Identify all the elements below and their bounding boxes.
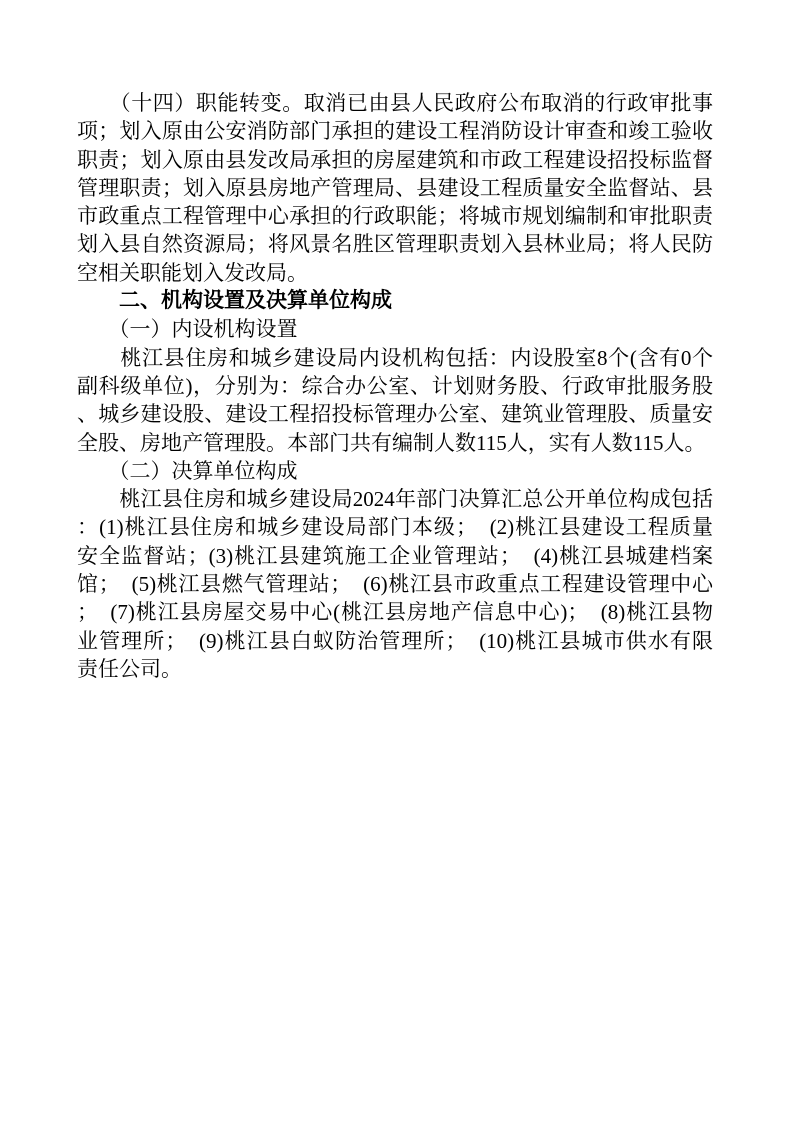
paragraph-line: 责任公司。: [77, 656, 182, 681]
document-text-block: [77, 89, 713, 683]
paragraph-line: 副科级单位)，分别为：综合办公室、计划财务股、行政审批服务股: [77, 373, 713, 398]
paragraph-line: 空相关职能划入发改局。: [77, 260, 308, 285]
paragraph-line: （十四）职能转变。取消已由县人民政府公布取消的行政审批事: [77, 91, 713, 115]
paragraph-line: 安全监督站；(3)桃江县建筑施工企业管理站； (4)桃江县城建档案: [77, 543, 713, 568]
paragraph-line: 业管理所； (9)桃江县白蚁防治管理所； (10)桃江县城市供水有限: [77, 628, 713, 653]
paragraph-line: 桃江县住房和城乡建设局内设机构包括：内设股室8个(含有0个: [77, 345, 713, 370]
paragraph-line: 全股、房地产管理股。本部门共有编制人数115人，实有人数115人。: [77, 430, 706, 455]
paragraph-line: 职责；划入原由县发改局承担的房屋建筑和市政工程建设招投标监督: [77, 147, 713, 172]
paragraph-line: 项；划入原由公安消防部门承担的建设工程消防设计审查和竣工验收: [77, 119, 713, 144]
paragraph-line: 市政重点工程管理中心承担的行政职能；将城市规划编制和审批职责: [77, 204, 713, 229]
section-heading: 二、机构设置及决算单位构成: [77, 289, 392, 313]
paragraph-line: 桃江县住房和城乡建设局2024年部门决算汇总公开单位构成包括: [77, 487, 713, 512]
paragraph-line: ； (7)桃江县房屋交易中心(桃江县房地产信息中心)； (8)桃江县物: [77, 600, 713, 625]
paragraph-line: 馆； (5)桃江县燃气管理站； (6)桃江县市政重点工程建设管理中心: [77, 572, 713, 597]
paragraph-line: ：(1)桃江县住房和城乡建设局部门本级； (2)桃江县建设工程质量: [77, 515, 713, 540]
paragraph-line: 管理职责；划入原县房地产管理局、县建设工程质量安全监督站、县: [77, 175, 713, 200]
subsection-heading: （一）内设机构设置: [77, 317, 298, 342]
paragraph-line: 、城乡建设股、建设工程招投标管理办公室、建筑业管理股、质量安: [77, 402, 713, 427]
paragraph-line: 划入县自然资源局；将风景名胜区管理职责划入县林业局；将人民防: [77, 232, 713, 257]
subsection-heading: （二）决算单位构成: [77, 458, 298, 483]
